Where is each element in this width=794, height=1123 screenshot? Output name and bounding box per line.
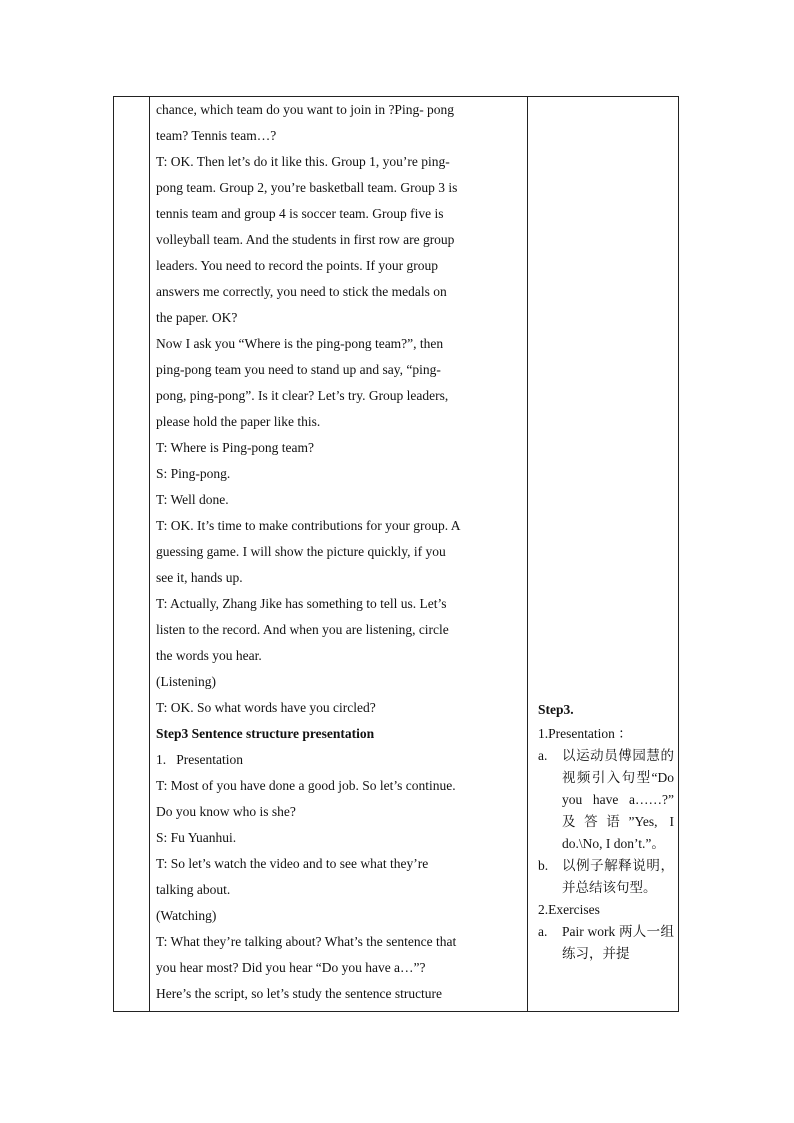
procedure-line: the paper. OK? <box>156 310 238 325</box>
procedure-line: Now I ask you “Where is the ping-pong team?”, then <box>156 336 444 351</box>
design-intention-cell <box>532 697 680 965</box>
side-step3-title: Step3. <box>538 702 574 717</box>
procedure-line: T: OK. It’s time to make contributions for your group. A <box>156 518 461 533</box>
procedure-line: you hear most? Did you hear “Do you have a…”? <box>156 960 426 975</box>
procedure-line: talking about. <box>156 882 231 897</box>
side-item-pair-work <box>538 921 674 965</box>
side-item-a <box>538 745 674 855</box>
side-item-b <box>538 855 674 899</box>
procedure-line: Here’s the script, so let’s study the sentence structure <box>156 986 443 1001</box>
procedure-line: S: Fu Yuanhui. <box>156 830 237 845</box>
procedure-line: T: Most of you have done a good job. So let’s continue. <box>156 778 456 793</box>
side-presentation-label: 1.Presentation ： <box>538 726 632 741</box>
procedure-line: T: What they’re talking about? What’s the sentence that <box>156 934 457 949</box>
procedure-line: S: Ping-pong. <box>156 466 231 481</box>
procedure-line: pong, ping-pong”. Is it clear? Let’s try. Group leaders, <box>156 388 449 403</box>
procedure-line: (Watching) <box>156 908 217 923</box>
procedure-line: pong team. Group 2, you’re basketball team. Group 3 is <box>156 180 458 195</box>
procedure-line: see it, hands up. <box>156 570 243 585</box>
procedure-line: guessing game. I will show the picture quickly, if you <box>156 544 446 559</box>
procedure-line: T: OK. Then let’s do it like this. Group 1, you’re ping- <box>156 154 450 169</box>
procedure-line: Do you know who is she? <box>156 804 296 819</box>
procedure-line: please hold the paper like this. <box>156 414 321 429</box>
procedure-line: the words you hear. <box>156 648 262 663</box>
procedure-line: chance, which team do you want to join in ?Ping- pong <box>156 102 455 117</box>
procedure-line: T: OK. So what words have you circled? <box>156 700 376 715</box>
procedure-line: T: So let’s watch the video and to see what they’re <box>156 856 429 871</box>
side-item-text: Pair work 两人一组练习，并提 <box>562 924 674 961</box>
procedure-line: tennis team and group 4 is soccer team. Group five is <box>156 206 444 221</box>
side-item-text: 以例子解释说明，并总结该句型。 <box>562 858 674 895</box>
procedure-line: (Listening) <box>156 674 216 689</box>
procedure-line: T: Where is Ping-pong team? <box>156 440 315 455</box>
teaching-procedure-cell <box>150 97 528 1007</box>
step3-heading: Step3 Sentence structure presentation <box>156 726 375 741</box>
procedure-line: ping-pong team you need to stand up and say, “ping- <box>156 362 441 377</box>
side-exercises-label: 2.Exercises <box>538 902 600 917</box>
list-marker: b. <box>538 858 549 873</box>
procedure-line: answers me correctly, you need to stick the medals on <box>156 284 447 299</box>
procedure-line: listen to the record. And when you are listening, circle <box>156 622 449 637</box>
procedure-line: volleyball team. And the students in first row are group <box>156 232 455 247</box>
procedure-line: leaders. You need to record the points. If your group <box>156 258 438 273</box>
procedure-line: 1. Presentation <box>156 752 243 767</box>
procedure-line: T: Actually, Zhang Jike has something to tell us. Let’s <box>156 596 447 611</box>
procedure-line: T: Well done. <box>156 492 229 507</box>
list-marker: a. <box>538 924 548 939</box>
procedure-line: team? Tennis team…? <box>156 128 277 143</box>
list-marker: a. <box>538 748 548 763</box>
lesson-plan-table <box>113 96 679 1012</box>
side-item-text: 以运动员傅园慧的视频引入句型“Do you have a……?” 及答语”Yes, I do.\No, I don’t.”。 <box>562 748 674 851</box>
